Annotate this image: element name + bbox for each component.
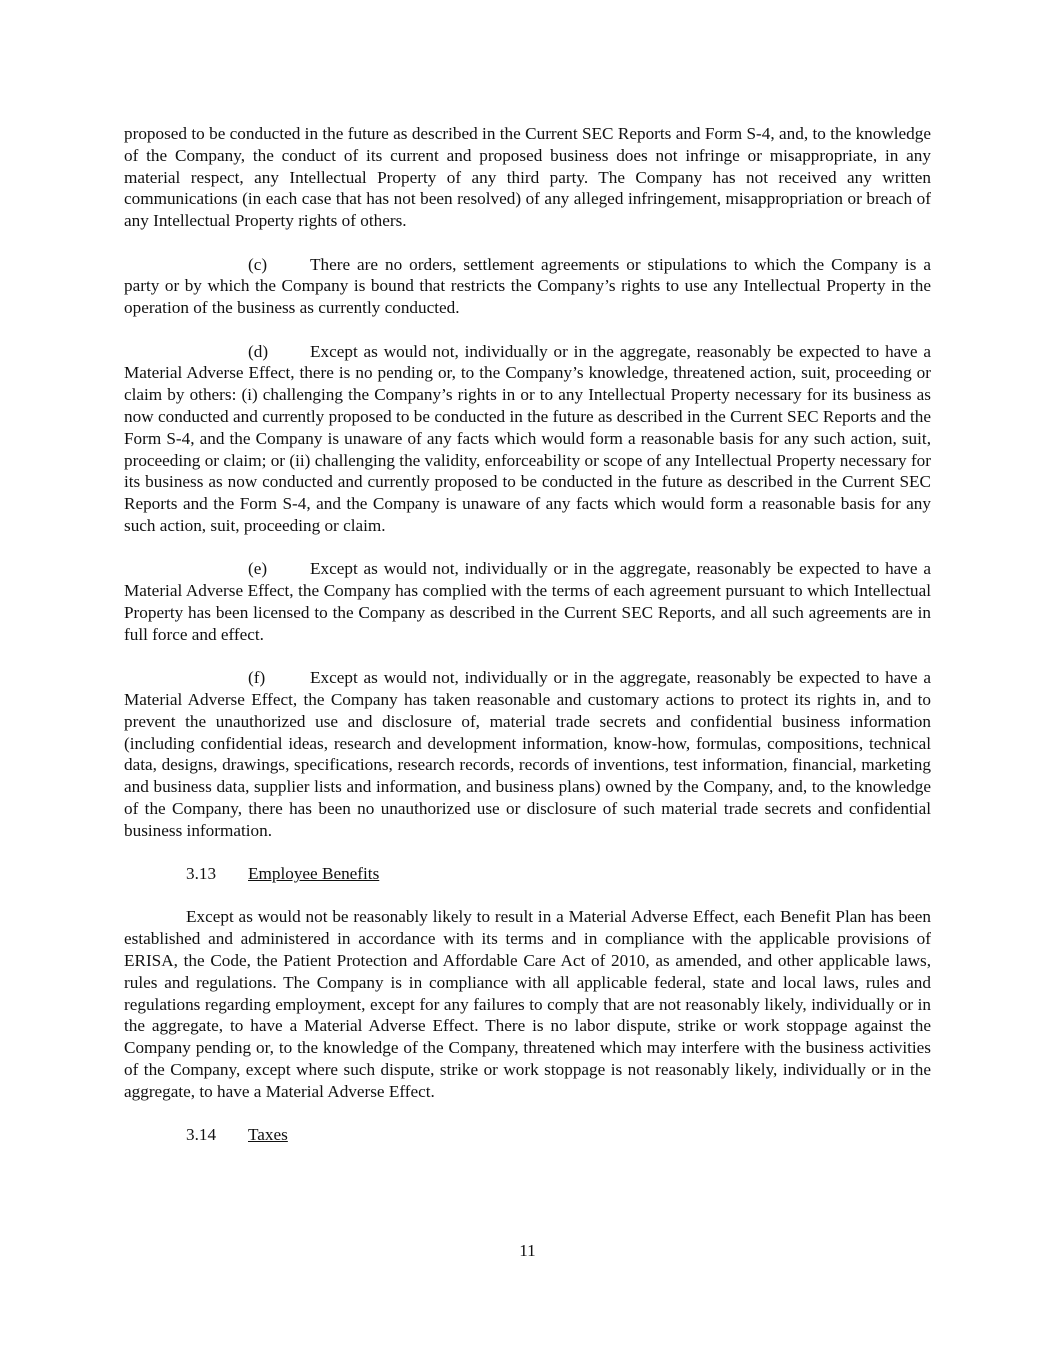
list-item-d: [124, 341, 931, 537]
list-item-f: [124, 667, 931, 841]
section-title: Employee Benefits: [248, 864, 380, 884]
item-marker: (d): [248, 341, 269, 361]
item-text: There are no orders, settlement agreements or stipulations to which the Company is a party or by which the Company is bound that restricts the Company’s rights to use any Intellectual Property in the operation of the business as currently conducted.: [124, 254, 931, 318]
section-title: Taxes: [248, 1125, 288, 1145]
section-heading-3-14: [186, 1124, 931, 1146]
document-page: [124, 123, 931, 1168]
item-text: Except as would not, individually or in the aggregate, reasonably be expected to have a Material Adverse Effect, the Company has taken reasonable and customary actions to protect its rights in, and to prevent the unauthorized use and disclosure of, material trade secrets and confidential business information (including confidential ideas, research and development information, know-how, formulas, compositions, technical data, designs, drawings, specifications, research records, records of inventions, test information, financial, marketing and business data, supplier lists and information, and business plans) owned by the Company, and, to the knowledge of the Company, there has been no unauthorized use or disclosure of such material trade secrets and confidential business information.: [124, 668, 931, 840]
list-item-e: [124, 558, 931, 645]
item-text: Except as would not, individually or in the aggregate, reasonably be expected to have a Material Adverse Effect, there is no pending or, to the Company’s knowledge, threatened action, suit, proceeding or claim by others: (i) challenging the Company’s rights in or to any Intellectual Property necessary for its business as now conducted and currently proposed to be conducted in the future as described in the Current SEC Reports and the Form S-4, and the Company is unaware of any facts which would form a reasonable basis for any such action, suit, proceeding or claim; or (ii) challenging the validity, enforceability or scope of any Intellectual Property necessary for its business as now conducted and currently proposed to be conducted in the future as described in the Current SEC Reports and the Form S-4, and the Company is unaware of any facts which would form a reasonable basis for any such action, suit, proceeding or claim.: [124, 341, 931, 535]
section-heading-3-13: [186, 863, 931, 885]
section-number: 3.14: [186, 1125, 217, 1145]
section-number: 3.13: [186, 864, 217, 884]
item-text: Except as would not, individually or in the aggregate, reasonably be expected to have a Material Adverse Effect, the Company has complied with the terms of each agreement pursuant to which Intellectual Property has been licensed to the Company as described in the Current SEC Reports, and all such agreements are in full force and effect.: [124, 559, 931, 644]
section-3-13-body: Except as would not be reasonably likely to result in a Material Adverse Effect, each Benefit Plan has been established and administered in accordance with its terms and in compliance with the applicable provisions of ERISA, the Code, the Patient Protection and Affordable Care Act of 2010, as amended, and other applicable laws, rules and regulations. The Company is in compliance with all applicable federal, state and local laws, rules and regulations regarding employment, except for any failures to comply that are not reasonably likely, individually or in the aggregate, to have a Material Adverse Effect. There is no labor dispute, strike or work stoppage against the Company pending or, to the knowledge of the Company, threatened which may interfere with the business activities of the Company, except where such dispute, strike or work stoppage is not reasonably likely, individually or in the aggregate, to have a Material Adverse Effect.: [124, 907, 931, 1101]
list-item-c: [124, 254, 931, 319]
page-number: 11: [519, 1241, 536, 1260]
item-marker: (f): [248, 668, 266, 688]
item-marker: (c): [248, 254, 268, 274]
item-marker: (e): [248, 559, 268, 579]
continuation-paragraph: proposed to be conducted in the future as described in the Current SEC Reports and Form S-4, and, to the knowledge of the Company, the conduct of its current and proposed business does not infringe or misappropriate, in any material respect, any Intellectual Property of any third party. The Company has not received any written communications (in each case that has not been resolved) of any alleged infringement, misappropriation or breach of any Intellectual Property rights of others.: [124, 124, 931, 231]
